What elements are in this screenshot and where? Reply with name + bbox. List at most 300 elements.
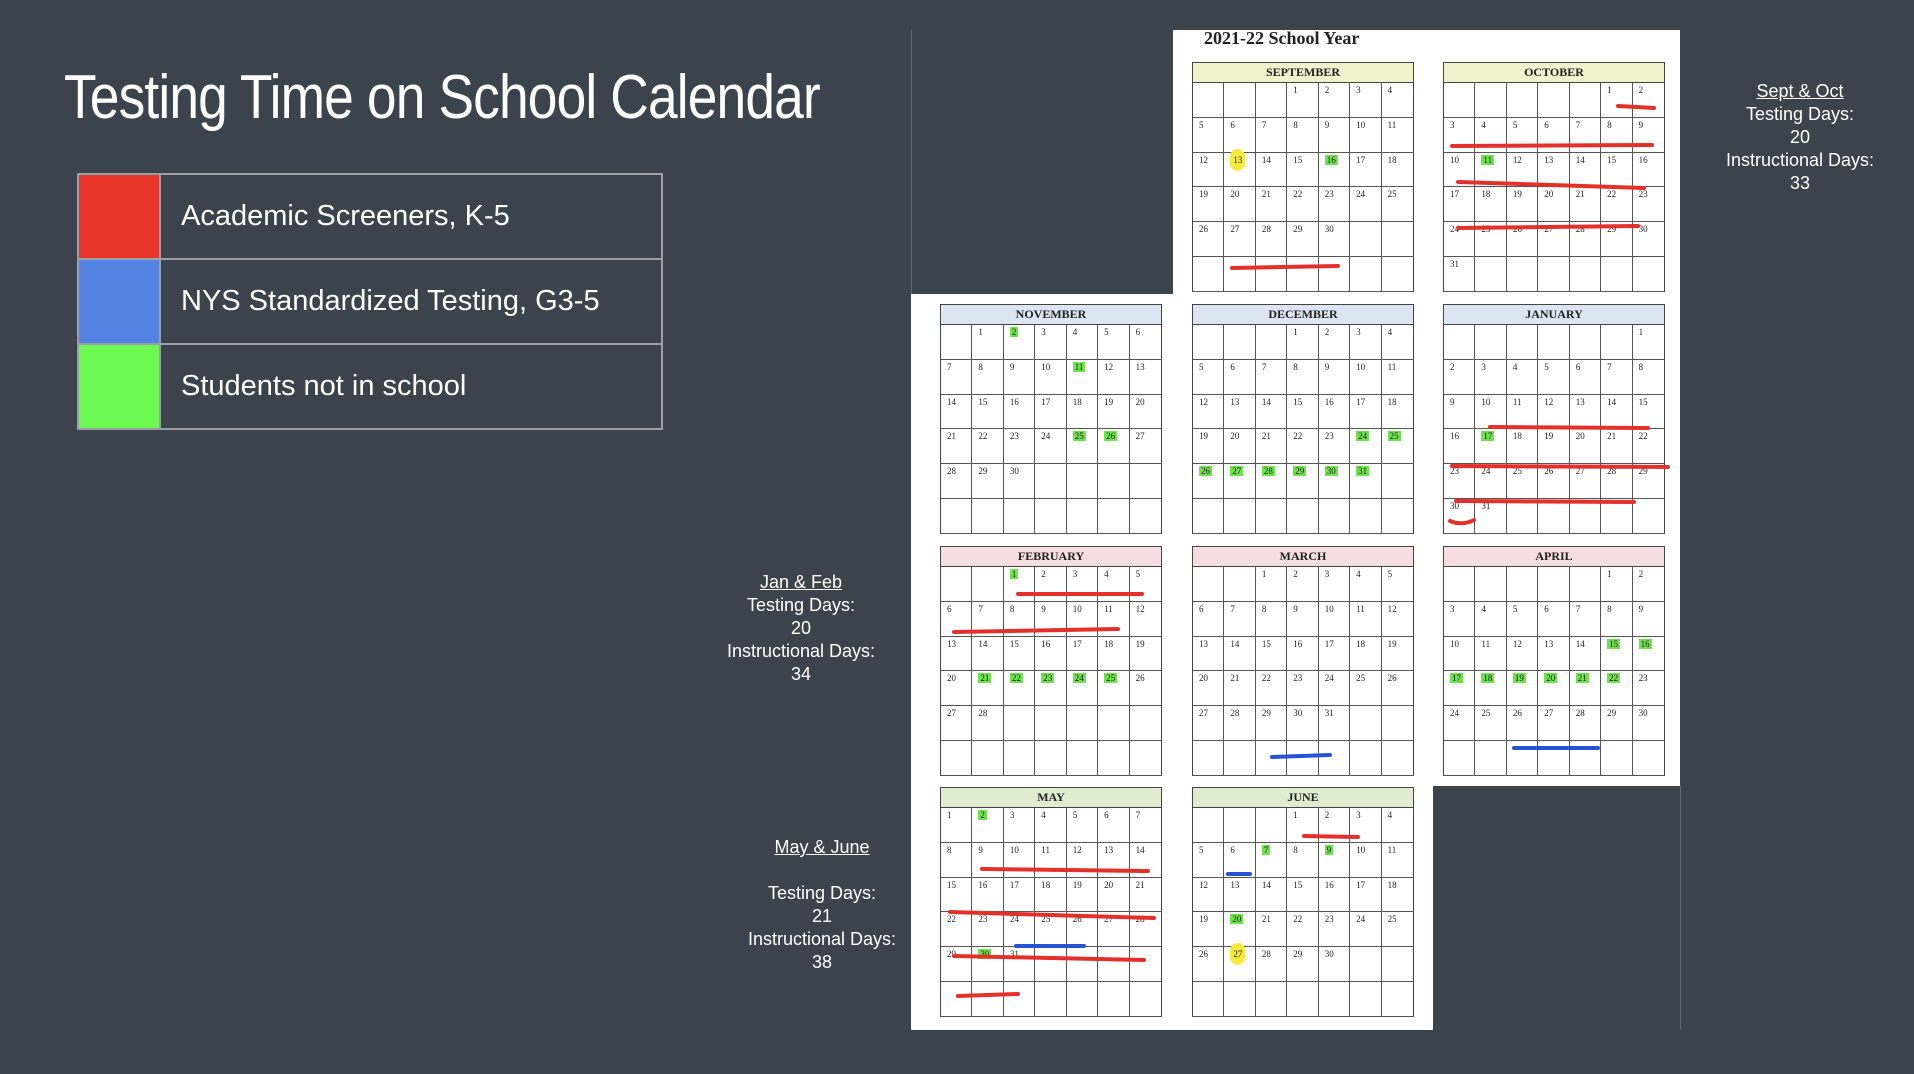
day-cell: 24 [1350, 429, 1381, 464]
day-cell [1350, 222, 1381, 257]
day-cell: 20 [1224, 429, 1255, 464]
day-cell: 10 [1035, 360, 1066, 395]
day-cell [941, 982, 972, 1017]
note-sept-oct-instr: 33 [1789, 173, 1811, 193]
divider-line [911, 30, 912, 295]
day-cell [1570, 567, 1601, 602]
day-cell [1475, 741, 1506, 776]
day-cell [1098, 464, 1129, 499]
day-cell: 6 [1224, 360, 1255, 395]
day-cell [1382, 982, 1413, 1017]
day-cell: 21 [1601, 429, 1632, 464]
day-cell: 4 [1382, 325, 1413, 360]
day-cell [1319, 499, 1350, 534]
day-cell: 7 [1601, 360, 1632, 395]
day-cell: 3 [1319, 567, 1350, 602]
month-september [1192, 62, 1414, 292]
day-cell: 21 [1224, 671, 1255, 706]
day-cell [1287, 741, 1318, 776]
day-cell [1507, 567, 1538, 602]
month-june [1192, 787, 1414, 1017]
day-cell: 11 [1382, 360, 1413, 395]
day-cell: 7 [1224, 602, 1255, 637]
day-cell [1601, 499, 1632, 534]
day-cell: 17 [1067, 637, 1098, 672]
day-cell: 26 [1130, 671, 1161, 706]
day-cell: 4 [1067, 325, 1098, 360]
day-cell: 1 [1256, 567, 1287, 602]
day-cell: 14 [941, 395, 972, 430]
month-name: OCTOBER [1444, 63, 1664, 83]
day-cell: 30 [1319, 464, 1350, 499]
day-cell: 26 [1193, 947, 1224, 982]
day-cell: 13 [1538, 153, 1569, 188]
month-grid [1193, 83, 1413, 292]
divider-line [1680, 785, 1681, 1030]
note-sept-oct-instr-label: Instructional Days: [1725, 150, 1875, 170]
day-cell: 20 [1130, 395, 1161, 430]
calendar-year-title: 2021-22 School Year [1204, 28, 1360, 48]
day-cell: 6 [1224, 118, 1255, 153]
day-cell: 17 [1350, 878, 1381, 913]
note-jan-feb-instr: 34 [790, 664, 812, 684]
day-cell: 25 [1382, 187, 1413, 222]
day-cell [1067, 464, 1098, 499]
note-may-june-testing: 21 [811, 906, 833, 926]
day-cell [1382, 947, 1413, 982]
day-cell: 14 [972, 637, 1003, 672]
page-title: Testing Time on School Calendar [64, 63, 820, 132]
day-cell: 1 [1601, 567, 1632, 602]
day-cell: 9 [1004, 360, 1035, 395]
day-cell: 20 [941, 671, 972, 706]
day-cell: 10 [1350, 360, 1381, 395]
day-cell: 20 [1098, 878, 1129, 913]
day-cell: 3 [1035, 325, 1066, 360]
month-grid [941, 325, 1161, 534]
day-cell: 20 [1224, 187, 1255, 222]
day-cell: 27 [1098, 912, 1129, 947]
day-cell: 21 [1570, 187, 1601, 222]
day-cell: 30 [972, 947, 1003, 982]
day-cell: 9 [1444, 395, 1475, 430]
note-sept-oct-testing-label: Testing Days: [1745, 104, 1855, 124]
day-cell: 28 [1570, 222, 1601, 257]
day-cell: 13 [1224, 395, 1255, 430]
day-cell: 11 [1382, 843, 1413, 878]
day-cell [1193, 808, 1224, 843]
day-cell: 8 [1256, 602, 1287, 637]
day-cell: 10 [1350, 118, 1381, 153]
month-name: MAY [941, 788, 1161, 808]
day-cell: 5 [1067, 808, 1098, 843]
day-cell: 8 [1601, 602, 1632, 637]
day-cell [1130, 982, 1161, 1017]
day-cell [1067, 499, 1098, 534]
note-may-june-instr: 38 [811, 952, 833, 972]
day-cell: 27 [1130, 429, 1161, 464]
day-cell: 1 [972, 325, 1003, 360]
day-cell: 27 [1224, 947, 1255, 982]
day-cell: 1 [1287, 808, 1318, 843]
month-january [1443, 304, 1665, 534]
day-cell: 15 [972, 395, 1003, 430]
day-cell: 18 [1098, 637, 1129, 672]
day-cell [1350, 982, 1381, 1017]
day-cell: 14 [1570, 637, 1601, 672]
day-cell: 8 [941, 843, 972, 878]
day-cell: 23 [1287, 671, 1318, 706]
note-jan-feb-head: Jan & Feb [759, 572, 843, 592]
day-cell: 17 [1035, 395, 1066, 430]
day-cell [1319, 257, 1350, 292]
day-cell [1633, 741, 1664, 776]
day-cell: 11 [1475, 153, 1506, 188]
day-cell: 13 [1224, 153, 1255, 188]
day-cell: 13 [1098, 843, 1129, 878]
day-cell: 10 [1067, 602, 1098, 637]
day-cell: 7 [1130, 808, 1161, 843]
day-cell: 5 [1382, 567, 1413, 602]
day-cell: 17 [1350, 395, 1381, 430]
day-cell: 13 [941, 637, 972, 672]
day-cell [1538, 567, 1569, 602]
day-cell [1224, 257, 1255, 292]
day-cell [1035, 464, 1066, 499]
day-cell: 17 [1475, 429, 1506, 464]
day-cell: 12 [1382, 602, 1413, 637]
day-cell [1475, 567, 1506, 602]
day-cell [1130, 499, 1161, 534]
day-cell: 8 [1287, 360, 1318, 395]
day-cell [1224, 567, 1255, 602]
month-february [940, 546, 1162, 776]
day-cell: 22 [1004, 671, 1035, 706]
day-cell: 25 [1475, 222, 1506, 257]
day-cell: 4 [1035, 808, 1066, 843]
day-cell: 15 [941, 878, 972, 913]
day-cell [1538, 325, 1569, 360]
month-grid [1444, 567, 1664, 776]
day-cell: 26 [1193, 222, 1224, 257]
day-cell: 23 [1319, 912, 1350, 947]
day-cell: 2 [1444, 360, 1475, 395]
day-cell: 21 [941, 429, 972, 464]
day-cell: 3 [1067, 567, 1098, 602]
day-cell: 13 [1224, 878, 1255, 913]
legend-swatch-blue [78, 259, 160, 344]
day-cell [1444, 83, 1475, 118]
day-cell: 6 [1098, 808, 1129, 843]
day-cell: 24 [1035, 429, 1066, 464]
day-cell: 2 [1004, 325, 1035, 360]
day-cell: 5 [1507, 118, 1538, 153]
day-cell [1256, 808, 1287, 843]
day-cell [1004, 499, 1035, 534]
day-cell [1035, 706, 1066, 741]
day-cell [1570, 257, 1601, 292]
day-cell: 8 [1633, 360, 1664, 395]
day-cell: 27 [941, 706, 972, 741]
day-cell: 15 [1633, 395, 1664, 430]
day-cell: 26 [1507, 222, 1538, 257]
day-cell: 25 [1382, 912, 1413, 947]
day-cell: 22 [1287, 429, 1318, 464]
day-cell: 22 [972, 429, 1003, 464]
day-cell: 15 [1256, 637, 1287, 672]
day-cell: 25 [1067, 429, 1098, 464]
day-cell [1444, 567, 1475, 602]
day-cell: 27 [1224, 222, 1255, 257]
day-cell: 24 [1350, 187, 1381, 222]
day-cell [1130, 741, 1161, 776]
day-cell: 4 [1350, 567, 1381, 602]
day-cell: 11 [1035, 843, 1066, 878]
day-cell [1475, 83, 1506, 118]
day-cell [1035, 947, 1066, 982]
day-cell [1256, 257, 1287, 292]
day-cell [1350, 257, 1381, 292]
day-cell: 22 [1633, 429, 1664, 464]
day-cell: 16 [1319, 153, 1350, 188]
day-cell [1507, 499, 1538, 534]
day-cell: 19 [1098, 395, 1129, 430]
day-cell: 16 [1319, 878, 1350, 913]
day-cell: 16 [1287, 637, 1318, 672]
month-name: NOVEMBER [941, 305, 1161, 325]
day-cell: 5 [1507, 602, 1538, 637]
day-cell: 1 [941, 808, 972, 843]
day-cell: 28 [1570, 706, 1601, 741]
day-cell [1382, 741, 1413, 776]
note-jan-feb [711, 571, 891, 686]
month-name: SEPTEMBER [1193, 63, 1413, 83]
day-cell [1256, 325, 1287, 360]
day-cell: 28 [972, 706, 1003, 741]
day-cell: 20 [1570, 429, 1601, 464]
note-may-june [732, 836, 912, 974]
day-cell: 21 [972, 671, 1003, 706]
month-name: APRIL [1444, 547, 1664, 567]
day-cell [1444, 325, 1475, 360]
day-cell: 12 [1130, 602, 1161, 637]
day-cell [1098, 982, 1129, 1017]
day-cell: 24 [1475, 464, 1506, 499]
day-cell: 15 [1004, 637, 1035, 672]
day-cell [972, 982, 1003, 1017]
day-cell: 2 [1319, 325, 1350, 360]
day-cell: 23 [1444, 464, 1475, 499]
day-cell [1507, 741, 1538, 776]
day-cell: 28 [1130, 912, 1161, 947]
day-cell [1633, 257, 1664, 292]
day-cell: 12 [1067, 843, 1098, 878]
day-cell: 1 [1004, 567, 1035, 602]
day-cell: 2 [1319, 808, 1350, 843]
day-cell: 19 [1067, 878, 1098, 913]
day-cell [972, 567, 1003, 602]
day-cell [1256, 83, 1287, 118]
day-cell: 15 [1287, 878, 1318, 913]
day-cell: 17 [1350, 153, 1381, 188]
day-cell: 19 [1538, 429, 1569, 464]
note-may-june-instr-label: Instructional Days: [747, 929, 897, 949]
day-cell [972, 741, 1003, 776]
day-cell: 19 [1507, 671, 1538, 706]
day-cell: 30 [1633, 706, 1664, 741]
day-cell: 12 [1538, 395, 1569, 430]
day-cell: 10 [1444, 637, 1475, 672]
day-cell: 20 [1224, 912, 1255, 947]
month-may [940, 787, 1162, 1017]
month-name: MARCH [1193, 547, 1413, 567]
day-cell: 17 [1319, 637, 1350, 672]
day-cell: 6 [1538, 118, 1569, 153]
day-cell: 22 [1256, 671, 1287, 706]
day-cell: 21 [1130, 878, 1161, 913]
day-cell: 11 [1475, 637, 1506, 672]
day-cell: 22 [941, 912, 972, 947]
day-cell: 5 [1193, 360, 1224, 395]
day-cell: 9 [1319, 843, 1350, 878]
day-cell: 8 [1004, 602, 1035, 637]
day-cell [1287, 499, 1318, 534]
day-cell: 19 [1193, 187, 1224, 222]
legend-swatch-red [78, 174, 160, 259]
month-grid [1444, 325, 1664, 534]
day-cell: 8 [1601, 118, 1632, 153]
day-cell: 23 [1633, 671, 1664, 706]
note-sept-oct-head: Sept & Oct [1756, 81, 1844, 101]
day-cell: 25 [1350, 671, 1381, 706]
day-cell: 31 [1004, 947, 1035, 982]
day-cell: 26 [1067, 912, 1098, 947]
day-cell: 7 [1570, 118, 1601, 153]
day-cell: 31 [1475, 499, 1506, 534]
day-cell: 20 [1538, 187, 1569, 222]
day-cell: 17 [1004, 878, 1035, 913]
day-cell: 7 [1256, 360, 1287, 395]
day-cell [1319, 982, 1350, 1017]
day-cell: 31 [1444, 257, 1475, 292]
day-cell: 2 [1633, 567, 1664, 602]
day-cell: 27 [1193, 706, 1224, 741]
day-cell [1130, 947, 1161, 982]
day-cell: 6 [941, 602, 972, 637]
day-cell: 4 [1475, 602, 1506, 637]
day-cell: 20 [1193, 671, 1224, 706]
day-cell: 28 [1224, 706, 1255, 741]
day-cell [1067, 706, 1098, 741]
day-cell [1538, 83, 1569, 118]
day-cell: 4 [1382, 83, 1413, 118]
day-cell: 13 [1193, 637, 1224, 672]
day-cell [1193, 325, 1224, 360]
day-cell: 28 [1256, 947, 1287, 982]
day-cell [1004, 741, 1035, 776]
day-cell: 5 [1130, 567, 1161, 602]
day-cell [1193, 982, 1224, 1017]
day-cell [1350, 706, 1381, 741]
day-cell [941, 499, 972, 534]
month-grid [941, 567, 1161, 776]
day-cell: 9 [1633, 602, 1664, 637]
day-cell: 18 [1067, 395, 1098, 430]
day-cell: 11 [1067, 360, 1098, 395]
day-cell: 12 [1193, 153, 1224, 188]
day-cell: 2 [1633, 83, 1664, 118]
note-sept-oct [1710, 80, 1890, 195]
day-cell: 18 [1350, 637, 1381, 672]
day-cell: 4 [1098, 567, 1129, 602]
day-cell: 21 [1256, 187, 1287, 222]
day-cell: 22 [1287, 187, 1318, 222]
day-cell: 10 [1475, 395, 1506, 430]
day-cell: 6 [1224, 843, 1255, 878]
note-jan-feb-testing-label: Testing Days: [746, 595, 856, 615]
day-cell: 8 [972, 360, 1003, 395]
day-cell [1601, 325, 1632, 360]
day-cell [1193, 567, 1224, 602]
day-cell: 18 [1382, 878, 1413, 913]
day-cell: 4 [1382, 808, 1413, 843]
day-cell: 8 [1287, 843, 1318, 878]
day-cell [1507, 257, 1538, 292]
day-cell: 10 [1350, 843, 1381, 878]
day-cell: 30 [1444, 499, 1475, 534]
day-cell: 12 [1507, 153, 1538, 188]
day-cell [1193, 499, 1224, 534]
note-jan-feb-testing: 20 [790, 618, 812, 638]
day-cell: 5 [1098, 325, 1129, 360]
day-cell: 16 [1444, 429, 1475, 464]
day-cell [1035, 741, 1066, 776]
day-cell: 24 [1350, 912, 1381, 947]
month-name: FEBRUARY [941, 547, 1161, 567]
day-cell: 18 [1507, 429, 1538, 464]
day-cell: 17 [1444, 671, 1475, 706]
month-march [1192, 546, 1414, 776]
day-cell [1067, 982, 1098, 1017]
day-cell: 7 [1256, 118, 1287, 153]
day-cell: 24 [1004, 912, 1035, 947]
day-cell [1224, 499, 1255, 534]
day-cell [1193, 257, 1224, 292]
day-cell: 15 [1287, 395, 1318, 430]
day-cell [1538, 741, 1569, 776]
day-cell [1538, 257, 1569, 292]
day-cell: 2 [1035, 567, 1066, 602]
day-cell [1382, 499, 1413, 534]
day-cell: 19 [1193, 429, 1224, 464]
day-cell: 27 [1538, 222, 1569, 257]
day-cell: 20 [1538, 671, 1569, 706]
day-cell: 6 [1193, 602, 1224, 637]
day-cell: 15 [1287, 153, 1318, 188]
day-cell: 5 [1538, 360, 1569, 395]
day-cell: 25 [1507, 464, 1538, 499]
day-cell: 22 [1601, 187, 1632, 222]
day-cell [1601, 257, 1632, 292]
day-cell: 24 [1319, 671, 1350, 706]
day-cell [1601, 741, 1632, 776]
day-cell: 29 [1601, 222, 1632, 257]
day-cell: 29 [941, 947, 972, 982]
day-cell [1287, 982, 1318, 1017]
day-cell [1475, 325, 1506, 360]
day-cell [1570, 741, 1601, 776]
day-cell: 1 [1287, 83, 1318, 118]
